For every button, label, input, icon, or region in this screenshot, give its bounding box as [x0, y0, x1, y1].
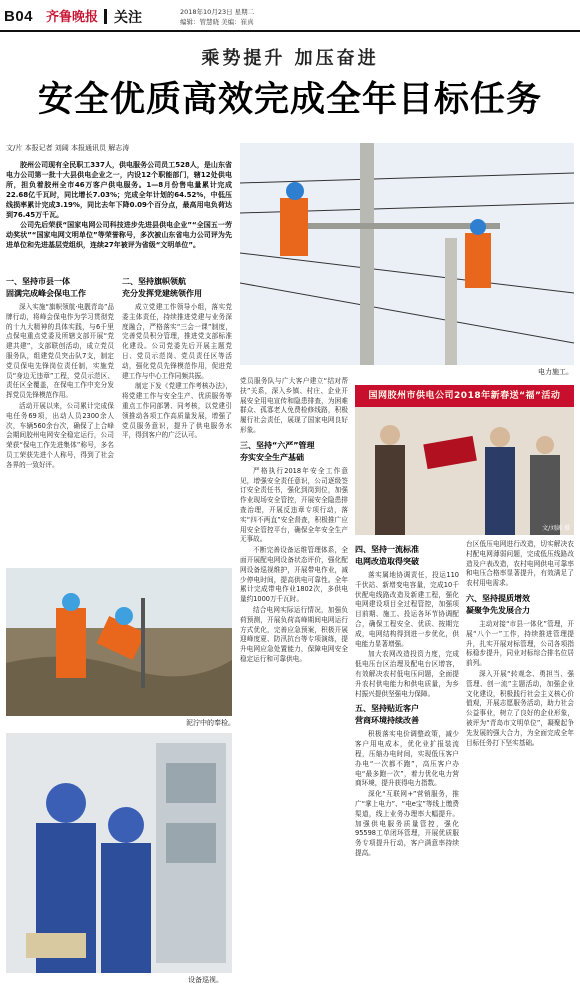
section-title: 五、坚持贴近客户 — [355, 704, 419, 714]
event-banner: 国网胶州市供电公司2018年新春送“福”活动 — [355, 385, 574, 407]
body-paragraph: 台区低压电网进行改造，切实解决农村配电网薄弱问题，完成低压线路改造及户表改造，农村电网供电可靠率和电压合格率显著提升，有效满足了农村用电需求。 — [466, 540, 574, 588]
article-headline: 安全优质高效完成全年目标任务 — [37, 80, 542, 120]
publish-date: 2018年10月23日 星期二 — [180, 8, 255, 16]
photo-caption: 电力施工。 — [538, 368, 573, 376]
header-meta — [180, 7, 254, 27]
column-5 — [466, 540, 574, 980]
header-separator — [104, 9, 107, 24]
body-paragraph: 严格执行2018年安全工作意见，增强安全责任意识，公司逐级签订安全责任书，强化到岗到位，加强作业现场安全管控，开展安全隐患排查治理，开展反违章专项行动，落实“四不两直”安全督查，积极推广应用安全管控平台，确保全年安全生产无事故。 — [240, 466, 348, 544]
body-paragraph: 主动对接“市县一体化”管理，开展“八个一”工作，持续推进管理提升，扎实开展对标管理，公司各项指标稳步提升，同业对标综合排名位居前列。 — [466, 619, 574, 668]
section-name: 关注 — [114, 10, 142, 26]
body-paragraph: 制定下发《党建工作考核办法》，将党建工作与安全生产、优质服务等重点工作同部署、同考核，以党建引领推动各项工作高质量发展，增强了党员服务意识，提升了供电服务水平，得到客户的广泛认可。 — [122, 382, 232, 440]
section-subtitle: 凝聚争先发展合力 — [466, 605, 530, 615]
body-paragraph: 加大农网改造投资力度，完成低电压台区治理及配电台区增容，有效解决农村低电压问题，全面提升农村供电能力和供电质量，为乡村振兴提供坚强电力保障。 — [355, 650, 459, 698]
column-3 — [240, 377, 348, 977]
article-lead — [6, 160, 232, 250]
column-4 — [355, 540, 459, 980]
new-year-event-illustration — [355, 385, 574, 535]
article-byline: 文/片 本报记者 刘阔 本报通讯员 解志涛 — [6, 144, 130, 152]
body-paragraph: 深入开展“转观念、勇担当、强管理、创一流”主题活动，加强企业文化建设，积极践行社会主义核心价值观，开展志愿服务活动，助力社会公益事业，树立了良好的企业形象，被评为“青岛市文明单位”，凝聚起争先发展的强大合力，为全面完成全年目标任务打下坚实基础。 — [466, 669, 574, 747]
line-inspection-illustration — [6, 568, 232, 716]
body-paragraph: 深入实施“旗帜领航·电靓青岛”品牌行动，将峰会保电作为学习贯彻党的十九大精神的具体实践，与6千里点保电重点党委及所辖支部开展“党建共建”，支部联创活动，成立党员服务队，组建党员突击队7支，制定党员保电先锋岗位责任制，实施党员“身边无违章”工程，党员示范区、责任区全覆盖，在保电工作中充分发挥党员先锋模范作用。 — [6, 303, 114, 400]
section-subtitle: 固满完成峰会保电工作 — [6, 289, 86, 298]
photo-caption: 泥泞中的奉检。 — [186, 719, 235, 727]
editor-credit: 编辑：管慧晓 美编：崔真 — [180, 18, 254, 26]
photo-caption: 设备巡视。 — [188, 976, 223, 984]
header-rule — [0, 30, 580, 32]
lead-paragraph: 胶州公司现有全民职工337人，供电服务公司员工528人，是山东省电力公司第一批十大县供电企业之一，内设12个职能部门，辖12处供电所，担负着胶州全市46万客户供电服务。1—8月份售电量累计完成22.68亿千瓦时，同比增长7.03%；完成全年计划的64.52%，中低压线损率累计完成3.19%，同比去年下降0.09个百分点，最高用电负荷达到76.45万千瓦。 — [6, 161, 232, 219]
body-paragraph: 活动开展以来，公司累计完成保电任务69项，出动人员2300余人次，车辆560余台次，确保了上合峰会期间胶州电网安全稳定运行，公司荣获“保电工作先进集体”称号，多名员工荣获先进个人称号，得到了社会各界的一致好评。 — [6, 401, 114, 469]
body-paragraph: 不断完善设备运维管理体系，全面开展配电网设备状态评价，强化配网设备巡视维护，开展带电作业，减少停电时间，提高供电可靠性。全年累计完成带电作业1802次，多供电量约1000万千瓦时。 — [240, 546, 348, 604]
section-title: 一、坚持市县一体 — [6, 277, 70, 286]
photo-equipment-inspection — [6, 733, 232, 973]
section-subtitle: 电网改造取得突破 — [355, 557, 419, 566]
column-2 — [122, 272, 232, 565]
section-subtitle: 营商环境持续改善 — [355, 716, 419, 726]
power-construction-illustration — [240, 143, 574, 365]
body-paragraph: 党员服务队与广大客户建立“结对帮扶”关系，深入乡镇、村庄、企业开展安全用电宣传和隐患排查，为困难群众、孤寡老人免费检修线路，积极履行社会责任，展现了国家电网良好形象。 — [240, 377, 348, 434]
body-paragraph: 落实属地协调责任，投运110千伏站、新增变电容量，完成10千伏配电线路改造及新建工程，强化电网建设项目全过程管控，加强项目前期、施工、投运各环节协调配合，确保工程安全、优质、按期完成，电网结构得到进一步优化，供电能力显著增强。 — [355, 571, 459, 648]
body-paragraph: 结合电网实际运行情况，加强负荷预测，开展负荷高峰期间电网运行方式优化，完善应急预案，积极开展迎峰度夏、防汛抗台等专项演练，提升电网应急处置能力，保障电网安全稳定运行和可靠供电。 — [240, 605, 348, 663]
page-number: B04 — [4, 8, 34, 25]
body-paragraph: 深化“互联网+”营销服务，推广“掌上电力”、“电e宝”等线上缴费渠道，线上业务办理率大幅提升。加强供电服务质量管控，强化95598工单闭环管理，开展优质服务专项提升行动，客户满意率持续提高。 — [355, 790, 459, 857]
equipment-inspection-illustration — [6, 733, 232, 973]
photo-power-construction — [240, 143, 574, 365]
body-paragraph: 积极落实电价调整政策，减少客户用电成本，优化业扩报装流程，压缩办电时间，实现低压客户办电“一次都不跑”，高压客户办电“最多跑一次”，着力优化电力营商环境，提升获得电力指数。 — [355, 730, 459, 788]
lead-paragraph: 公司先后荣获“国家电网公司科技进步先进县供电企业”“全国五一劳动奖状”“国家电网文明单位”等荣誉称号，多次被山东省电力公司评为先进单位和先进基层党组织，连续27年被评为省级“文明单位”。 — [6, 221, 232, 249]
photo-credit: 文/刘阔 摄 — [542, 525, 570, 532]
body-paragraph: 成立党建工作领导小组，落实党委主体责任，持续推进党建与业务深度融合，严格落实“三会一课”制度，完善党员积分管理，推进党支部标准化建设。公司党委先后开展主题党日、党员示范岗、党员责任区等活动，强化党员先锋模范作用，促进党建工作与中心工作同频共振。 — [122, 303, 232, 380]
section-subtitle: 夯实安全生产基础 — [240, 452, 304, 462]
page-header — [0, 0, 580, 34]
photo-new-year-event — [355, 385, 574, 535]
section-title: 六、坚持提质增效 — [466, 593, 530, 603]
column-1 — [6, 272, 114, 565]
section-title: 三、坚持“六严”管理 — [240, 440, 315, 450]
photo-line-inspection — [6, 568, 232, 716]
section-subtitle: 充分发挥党建统领作用 — [122, 289, 202, 298]
newspaper-logo: 齐鲁晚报 — [46, 10, 99, 25]
section-title: 四、坚持一流标准 — [355, 545, 419, 554]
article-kicker: 乘势提升 加压奋进 — [201, 48, 379, 69]
section-title: 二、坚持旗帜领航 — [122, 277, 186, 286]
